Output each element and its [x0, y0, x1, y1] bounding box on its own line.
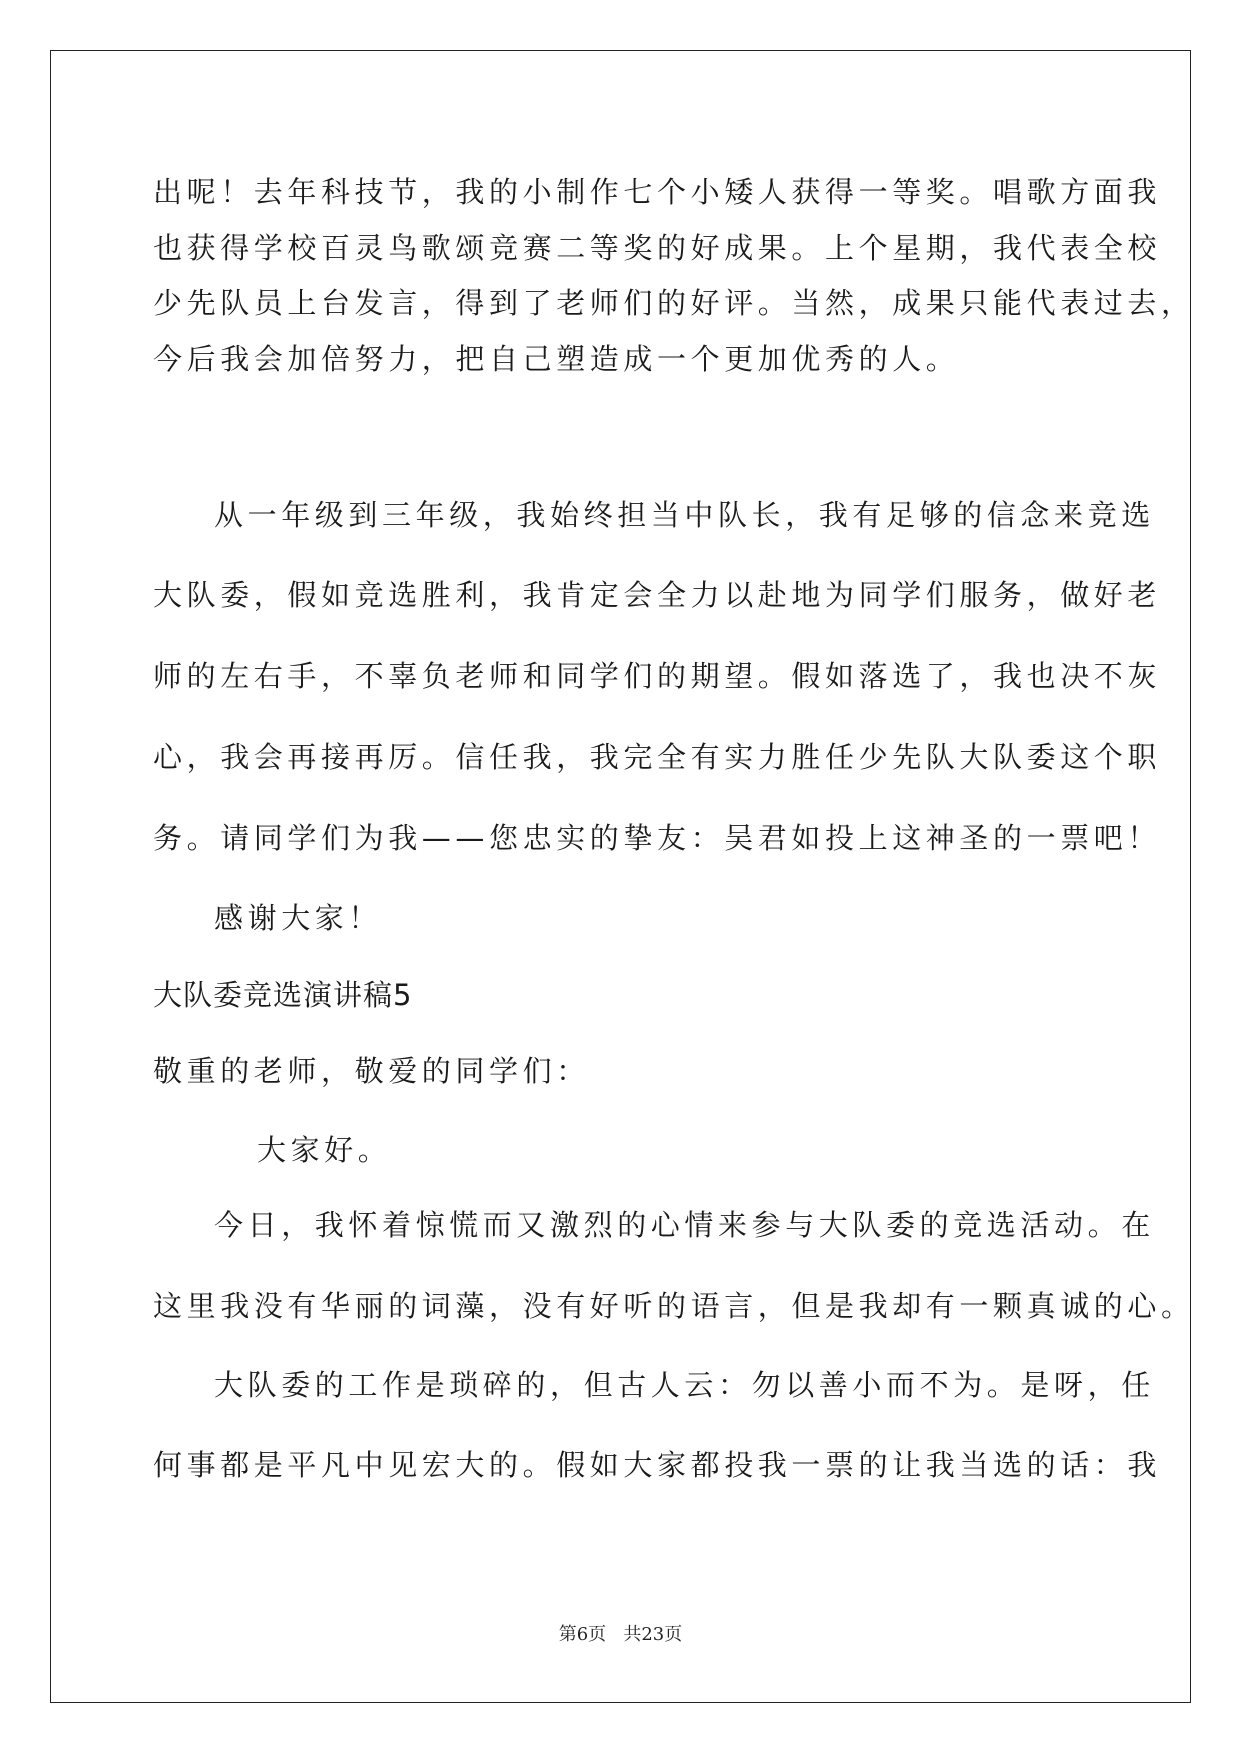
text-line: 大队委的工作是琐碎的，但古人云：勿以善小而不为。是呀，任: [214, 1368, 1155, 1402]
text-line: 也获得学校百灵鸟歌颂竞赛二等奖的好成果。上个星期，我代表全校: [153, 231, 1162, 265]
greeting: 大家好。: [257, 1133, 392, 1167]
text-line: 感谢大家！: [214, 901, 383, 935]
text-line: 今后我会加倍努力，把自己塑造成一个更加优秀的人。: [153, 342, 960, 376]
text-line: 从一年级到三年级，我始终担当中队长，我有足够的信念来竞选: [214, 498, 1155, 532]
section-heading: 大队委竞选演讲稿5: [153, 978, 413, 1012]
page-total: 共23页: [623, 1624, 683, 1645]
page-footer: [0, 1623, 1241, 1647]
salutation: 敬重的老师，敬爱的同学们：: [153, 1054, 590, 1088]
text-line: 少先队员上台发言，得到了老师们的好评。当然，成果只能代表过去，: [153, 286, 1195, 320]
text-line: 这里我没有华丽的词藻，没有好听的语言，但是我却有一颗真诚的心。: [153, 1289, 1195, 1323]
text-line: 何事都是平凡中见宏大的。假如大家都投我一票的让我当选的话：我: [153, 1448, 1162, 1482]
text-line: 大队委，假如竞选胜利，我肯定会全力以赴地为同学们服务，做好老: [153, 578, 1162, 612]
page-number: 第6页: [558, 1624, 607, 1645]
text-line: 师的左右手，不辜负老师和同学们的期望。假如落选了，我也决不灰: [153, 659, 1162, 693]
text-line: 出呢！去年科技节，我的小制作七个小矮人获得一等奖。唱歌方面我: [153, 175, 1162, 209]
text-line: 今日，我怀着惊慌而又激烈的心情来参与大队委的竞选活动。在: [214, 1208, 1155, 1242]
text-line: 心，我会再接再厉。信任我，我完全有实力胜任少先队大队委这个职: [153, 740, 1162, 774]
text-line: 务。请同学们为我——您忠实的挚友：吴君如投上这神圣的一票吧！: [153, 821, 1162, 855]
